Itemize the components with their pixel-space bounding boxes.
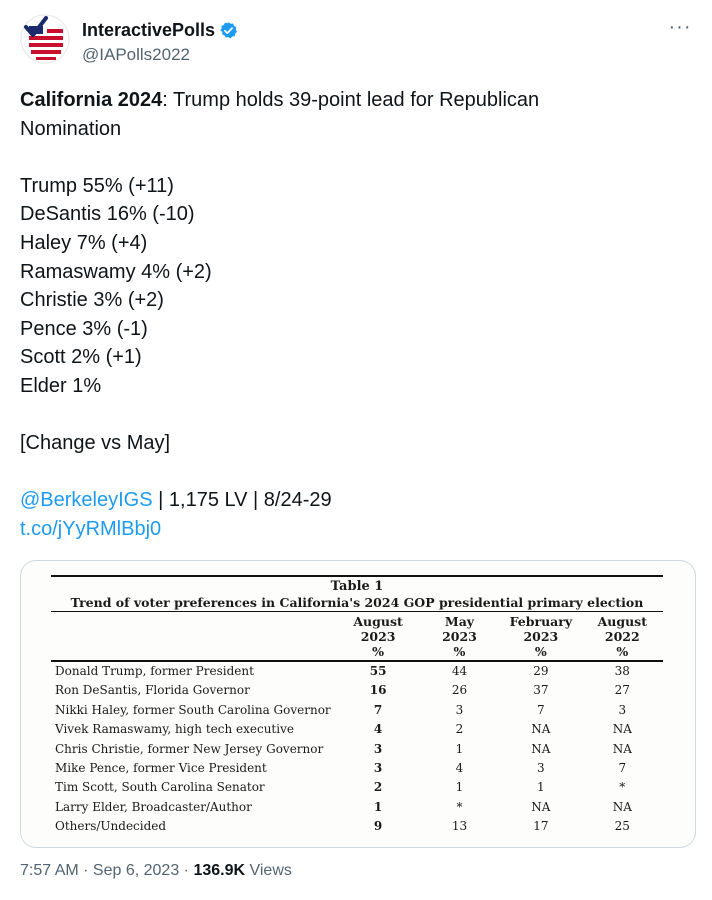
table-row <box>51 740 663 759</box>
row-label: Larry Elder, Broadcaster/Author <box>55 799 252 814</box>
result-line: Elder 1% <box>20 374 102 397</box>
spacer <box>20 143 690 172</box>
views-label: Views <box>245 862 292 879</box>
table-cell: 1 <box>455 741 464 756</box>
table-row <box>51 681 663 700</box>
table-cell: 26 <box>451 683 468 698</box>
table-body <box>51 662 663 841</box>
table-cell: NA <box>612 799 632 814</box>
table-cell: NA <box>531 799 551 814</box>
name-row <box>82 20 238 41</box>
column-header: August 2023 % <box>353 614 403 659</box>
table-row <box>51 662 663 681</box>
table-cell: 17 <box>533 819 549 834</box>
row-label: Ron DeSantis, Florida Governor <box>55 683 250 698</box>
table-cell: 3 <box>373 761 383 776</box>
tweet-footer <box>20 862 292 880</box>
spacer <box>20 458 690 487</box>
table-cell: 4 <box>455 761 464 776</box>
check-mark-flag-logo-icon <box>20 14 70 64</box>
table-cell: 13 <box>451 819 468 834</box>
row-label: Tim Scott, South Carolina Senator <box>55 780 265 795</box>
views-count: 136.9K <box>193 862 246 879</box>
row-label: Chris Christie, former New Jersey Governor <box>55 741 324 756</box>
table-cell: 3 <box>537 761 545 776</box>
table-cell: 7 <box>537 702 545 717</box>
table-cell: 9 <box>373 819 383 834</box>
spacer <box>20 401 690 430</box>
table-cell: * <box>619 780 626 795</box>
column-header: August 2022 % <box>597 614 647 659</box>
column-header: February 2023 % <box>509 614 573 659</box>
column-header-empty <box>51 612 337 659</box>
source-line <box>20 486 690 515</box>
timestamp[interactable]: 7:57 AM · Sep 6, 2023 · <box>20 862 194 879</box>
table-cell: NA <box>531 741 551 756</box>
change-note: [Change vs May] <box>20 432 171 455</box>
row-label: Mike Pence, former Vice President <box>55 761 267 776</box>
row-label: Vivek Ramaswamy, high tech executive <box>55 722 294 737</box>
table-cell: NA <box>612 722 632 737</box>
table-cell: 29 <box>533 664 549 678</box>
table-cell: 7 <box>373 702 383 717</box>
table-cell: 3 <box>455 702 464 717</box>
poll-table <box>51 575 663 841</box>
headline-line-2: Nomination <box>20 117 122 140</box>
row-label: Nikki Haley, former South Carolina Governor <box>55 702 331 717</box>
table-cell: 55 <box>369 664 387 678</box>
headline-bold: California 2024 <box>20 89 163 111</box>
tweet-text <box>20 86 690 544</box>
table-cell: 37 <box>533 683 549 698</box>
result-line: DeSantis 16% (-10) <box>20 203 195 226</box>
tweet-header <box>20 14 692 70</box>
user-handle[interactable]: @IAPolls2022 <box>82 45 190 64</box>
source-details: | 1,175 LV | 8/24-29 <box>152 489 332 512</box>
table-cell: * <box>456 799 463 814</box>
table-cell: 4 <box>373 722 383 737</box>
table-row <box>51 720 663 739</box>
row-label: Others/Undecided <box>55 819 167 834</box>
table-cell: 1 <box>373 799 383 814</box>
headline-rest: : Trump holds 39-point lead for Republican <box>162 89 540 111</box>
table-row <box>51 759 663 778</box>
table-row <box>51 817 663 836</box>
result-line: Pence 3% (-1) <box>20 317 148 340</box>
verified-badge-icon <box>219 21 238 40</box>
table-title: Table 1 <box>330 579 384 594</box>
more-options-icon[interactable]: ··· <box>668 16 692 38</box>
result-line: Christie 3% (+2) <box>20 289 164 312</box>
result-line: Trump 55% (+11) <box>20 174 174 197</box>
result-line: Ramaswamy 4% (+2) <box>20 260 212 283</box>
source-mention-link[interactable]: @BerkeleyIGS <box>20 489 153 512</box>
table-cell: 2 <box>373 780 383 795</box>
table-cell: 44 <box>451 664 468 678</box>
table-cell: 25 <box>614 819 630 834</box>
avatar[interactable] <box>20 14 70 64</box>
table-header-row <box>51 612 663 659</box>
table-cell: 38 <box>614 664 630 678</box>
table-cell: 1 <box>537 780 545 795</box>
table-cell: NA <box>531 722 551 737</box>
table-row <box>51 701 663 720</box>
table-row <box>51 778 663 797</box>
result-line: Scott 2% (+1) <box>20 346 142 369</box>
display-name[interactable]: InteractivePolls <box>82 20 216 40</box>
table-cell: 3 <box>618 702 627 717</box>
table-cell: 27 <box>614 683 630 698</box>
table-cell: 7 <box>618 761 627 776</box>
tweet-link[interactable]: t.co/jYyRMlBbj0 <box>20 517 162 540</box>
headline-line-1 <box>20 86 690 115</box>
attached-image-card[interactable] <box>20 560 696 848</box>
result-line: Haley 7% (+4) <box>20 231 148 254</box>
table-cell: NA <box>612 741 632 756</box>
table-cell: 1 <box>455 780 464 795</box>
table-cell: 3 <box>373 741 383 756</box>
column-header: May 2023 % <box>442 614 477 659</box>
table-cell: 16 <box>369 683 387 698</box>
table-cell: 2 <box>455 722 464 737</box>
poll-data-table <box>51 612 663 841</box>
table-row <box>51 798 663 817</box>
row-label: Donald Trump, former President <box>55 664 254 678</box>
table-subtitle: Trend of voter preferences in California's 2024 GOP presidential primary election <box>70 595 644 610</box>
